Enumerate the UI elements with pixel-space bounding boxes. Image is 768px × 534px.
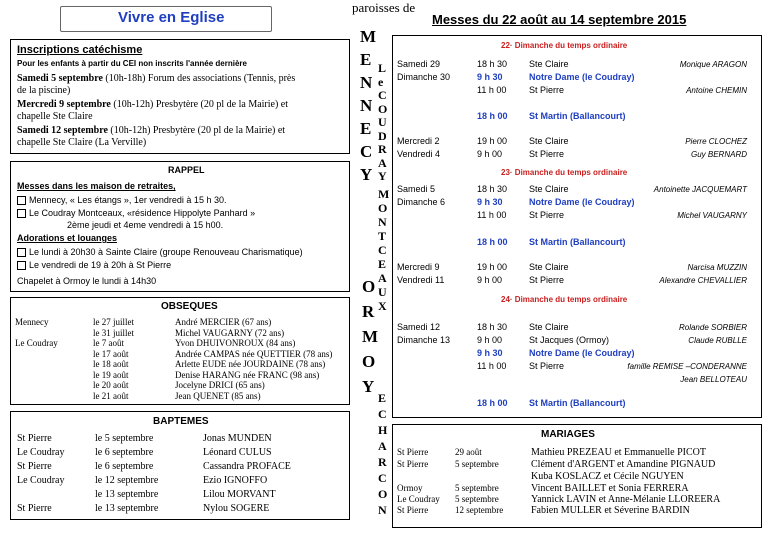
adoration-item-1 — [17, 247, 303, 257]
inscription-text: de la piscine) — [17, 85, 71, 96]
inscription-text: (10h-12h) Presbytère (20 pl de la Mairie) et — [107, 125, 286, 136]
baptemes-day: le 5 septembre — [95, 433, 154, 444]
rappel-title: RAPPEL — [168, 165, 205, 175]
mariage-names: Vincent BAILLET et Sonia FERRERA — [531, 483, 689, 494]
obseques-day: le 18 août — [93, 359, 129, 369]
adoration-item-2 — [17, 260, 171, 270]
mariage-place: St Pierre — [397, 447, 429, 457]
inscription-text: (10h-18h) Forum des associations (Tennis, près — [102, 73, 296, 84]
messe-place: St Pierre — [529, 275, 565, 285]
messe-time: 11 h 00 — [477, 210, 507, 220]
vertical-letter: O — [362, 277, 376, 296]
messe-day: Samedi 29 — [397, 59, 441, 69]
mariage-place: Le Coudray — [397, 494, 440, 504]
inscription-line — [17, 99, 288, 110]
obseques-day: le 31 juillet — [93, 327, 134, 338]
obseques-name: Andrée CAMPAS née QUETTIER (78 ans) — [175, 348, 333, 359]
vertical-letter: O — [378, 201, 388, 215]
retraite-1-text: Mennecy, « Les étangs », 1er vendredi à 15 h 30. — [29, 195, 227, 205]
retraite-3-text: 2ème jeudi et 4eme vendredi à 15 h00. — [67, 220, 224, 230]
vertical-letter: E — [378, 391, 387, 405]
messe-place: Ste Claire — [529, 184, 569, 194]
inscription-line — [17, 125, 285, 136]
baptemes-name: Nylou SOGERE — [203, 503, 270, 514]
inscriptions-title: Inscriptions catéchisme — [17, 44, 143, 56]
messe-celebrant: Michel VAUGARNY — [677, 211, 747, 220]
vertical-letter: C — [378, 407, 387, 421]
obseques-place: Mennecy — [15, 317, 49, 327]
mariage-date: 12 septembre — [455, 505, 504, 515]
vertical-letter: A — [378, 271, 387, 285]
messe-time: 9 h 30 — [477, 197, 503, 207]
baptemes-place: St Pierre — [17, 503, 52, 514]
sunday-title: 24· Dimanche du temps ordinaire — [501, 295, 628, 304]
messe-celebrant: Antoinette JACQUEMART — [653, 185, 747, 194]
obseques-day: le 21 août — [93, 390, 129, 401]
baptemes-day: le 12 septembre — [95, 475, 159, 486]
vertical-letter: C — [378, 471, 387, 485]
adoration-1-text: Le lundi à 20h30 à Sainte Claire (groupe Renouveau Charismatique) — [29, 247, 303, 257]
adoration-2-text: Le vendredi de 19 à 20h à St Pierre — [29, 260, 172, 270]
messe-celebrant: Guy BERNARD — [690, 150, 747, 159]
messes-title: Messes du 22 août au 14 septembre 2015 — [432, 12, 687, 27]
messe-celebrant: famille REMISE –CONDERANNE — [627, 362, 747, 371]
messe-place: Ste Claire — [529, 136, 569, 146]
vertical-letter: N — [378, 215, 387, 229]
baptemes-day: le 13 septembre — [95, 503, 159, 514]
rappel-box — [10, 161, 350, 292]
messe-day: Vendredi 4 — [397, 149, 441, 159]
baptemes-box — [10, 411, 350, 520]
mariages-title: MARIAGES — [541, 429, 595, 440]
messe-celebrant: Rolande SORBIER — [678, 323, 747, 332]
vertical-letter: M — [378, 187, 390, 201]
messe-place: Ste Claire — [529, 322, 569, 332]
vertical-letter: R — [378, 455, 387, 469]
mariage-date: 5 septembre — [455, 459, 499, 469]
vertical-letter: T — [378, 229, 387, 243]
messe-place: St Pierre — [529, 361, 565, 371]
sunday-title: 22· Dimanche du temps ordinaire — [501, 41, 628, 50]
messe-time: 9 h 30 — [477, 72, 503, 82]
baptemes-place: St Pierre — [17, 461, 52, 472]
mariage-place: St Pierre — [397, 459, 429, 469]
vertical-letter: O — [378, 487, 388, 501]
messe-day: Mercredi 9 — [397, 262, 440, 272]
messe-day: Samedi 12 — [397, 322, 441, 332]
vertical-letter: N — [360, 73, 373, 92]
checkbox-icon — [17, 261, 26, 270]
obseques-name: Arlette EUDE née JOURDAINE (78 ans) — [175, 359, 326, 369]
vertical-letter: A — [378, 439, 387, 453]
obseques-title: OBSEQUES — [161, 301, 218, 312]
inscriptions-subtitle: Pour les enfants à partir du CEI non inscrits l'année dernière — [17, 59, 247, 68]
baptemes-name: Jonas MUNDEN — [203, 433, 272, 444]
messe-day: Mercredi 2 — [397, 136, 440, 146]
mariage-place: St Pierre — [397, 505, 429, 515]
vertical-letter: A — [378, 155, 387, 170]
messe-time: 9 h 30 — [477, 348, 503, 358]
messe-place: St Jacques (Ormoy) — [529, 335, 610, 345]
banner-title: Vivre en Eglise — [118, 9, 225, 26]
mariage-names: Kuba KOSLACZ et Cécile NGUYEN — [531, 471, 684, 482]
checkbox-icon — [17, 248, 26, 257]
retraite-item-2 — [17, 208, 255, 218]
checkbox-icon — [17, 209, 26, 218]
checkbox-icon — [17, 196, 26, 205]
messe-celebrant: Monique ARAGON — [679, 60, 747, 69]
messe-time: 18 h 30 — [477, 322, 508, 332]
inscription-line — [17, 73, 295, 84]
vertical-letter: C — [360, 142, 373, 161]
mariage-date: 29 août — [455, 447, 482, 457]
messe-time: 19 h 00 — [477, 262, 508, 272]
vertical-letter: Y — [378, 169, 387, 183]
messe-day: Vendredi 11 — [397, 275, 445, 285]
baptemes-name: Léonard CULUS — [203, 447, 272, 458]
inscription-date: Mercredi 9 septembre — [17, 99, 111, 110]
messe-day: Dimanche 13 — [397, 335, 451, 345]
obseques-name: Jocelyne DRICI (65 ans) — [175, 380, 265, 390]
messe-celebrant: Narcisa MUZZIN — [687, 263, 747, 272]
messe-place: St Pierre — [529, 210, 565, 220]
messe-place: St Pierre — [529, 85, 565, 95]
baptemes-place: St Pierre — [17, 433, 52, 444]
paroisses-label: paroisses de — [352, 0, 416, 15]
obseques-name: Jean QUENET (85 ans) — [175, 390, 261, 401]
mariage-date: 5 septembre — [455, 483, 499, 493]
messe-day: Dimanche 6 — [397, 197, 446, 207]
messe-celebrant: Antoine CHEMIN — [686, 86, 747, 95]
baptemes-place: Le Coudray — [17, 447, 65, 458]
obseques-box — [10, 297, 350, 405]
obseques-name: André MERCIER (67 ans) — [175, 317, 272, 327]
mariages-box — [392, 424, 762, 528]
inscription-date: Samedi 5 septembre — [17, 73, 103, 84]
vertical-letter: H — [378, 423, 388, 437]
messe-time: 19 h 00 — [477, 136, 508, 146]
vertical-letter: Y — [360, 165, 373, 184]
messe-celebrant: Claude RUBLLE — [688, 336, 747, 345]
messe-time: 18 h 30 — [477, 59, 508, 69]
vertical-letter: R — [362, 302, 375, 321]
inscription-text: chapelle Ste Claire — [17, 111, 93, 122]
baptemes-name: Lilou MORVANT — [203, 489, 276, 500]
retraite-title: Messes dans les maison de retraites, — [17, 181, 176, 191]
messe-place: St Martin (Ballancourt) — [529, 398, 626, 408]
baptemes-day: le 13 septembre — [95, 489, 159, 500]
messe-time: 18 h 00 — [477, 398, 508, 408]
messe-place: Notre Dame (le Coudray) — [529, 348, 635, 358]
vertical-letter: D — [378, 128, 387, 143]
mariage-names: Clément d'ARGENT et Amandine PIGNAUD — [531, 459, 716, 470]
messe-place: Notre Dame (le Coudray) — [529, 197, 635, 207]
vertical-letter: E — [360, 119, 372, 138]
obseques-name: Denise HARANG née FRANC (98 ans) — [175, 369, 320, 380]
vertical-letter: O — [378, 101, 388, 116]
vertical-letter: L — [378, 61, 387, 75]
messe-celebrant: Jean BELLOTEAU — [680, 375, 747, 384]
vertical-letter: E — [360, 50, 372, 69]
messe-time: 9 h 00 — [477, 335, 503, 345]
inscription-text: chapelle Ste Claire (La Verville) — [17, 137, 147, 148]
mariage-names: Yannick LAVIN et Anne-Mélanie LLOREERA — [531, 494, 721, 505]
messe-place: St Martin (Ballancourt) — [529, 111, 626, 121]
vertical-letter: R — [378, 142, 387, 156]
mariage-date: 5 septembre — [455, 494, 499, 504]
baptemes-name: Cassandra PROFACE — [203, 461, 291, 472]
messe-time: 11 h 00 — [477, 361, 507, 371]
vertical-letter: M — [360, 27, 377, 46]
chapelet-text: Chapelet à Ormoy le lundi à 14h30 — [17, 276, 157, 286]
vertical-letter: O — [362, 352, 376, 371]
obseques-day: le 17 août — [93, 348, 129, 359]
messe-time: 9 h 00 — [477, 149, 503, 159]
vertical-letter: Y — [362, 377, 375, 396]
inscription-text: (10h-12h) Presbytère (20 pl de la Mairie) et — [110, 99, 289, 110]
obseques-day: le 19 août — [93, 369, 129, 380]
baptemes-day: le 6 septembre — [95, 447, 154, 458]
inscriptions-box — [10, 39, 350, 154]
messe-celebrant: Alexandre CHEVALLIER — [659, 276, 747, 285]
messe-time: 18 h 00 — [477, 237, 508, 247]
sunday-title: 23· Dimanche du temps ordinaire — [501, 168, 628, 177]
messe-place: Ste Claire — [529, 262, 569, 272]
messe-celebrant: Pierre CLOCHEZ — [685, 137, 747, 146]
messe-place: Ste Claire — [529, 59, 569, 69]
vertical-letter: M — [362, 327, 379, 346]
obseques-day: le 27 juillet — [93, 317, 134, 327]
baptemes-place: Le Coudray — [17, 475, 65, 486]
inscription-line — [17, 137, 146, 148]
retraite-2-text: Le Coudray Montceaux, «résidence Hippolyte Panhard » — [29, 208, 256, 218]
messe-time: 18 h 30 — [477, 184, 508, 194]
vertical-letter: U — [378, 115, 387, 129]
messe-place: Notre Dame (le Coudray) — [529, 72, 635, 82]
baptemes-name: Ezio IGNOFFO — [203, 475, 268, 486]
mariage-names: Mathieu PREZEAU et Emmanuelle PICOT — [531, 447, 706, 458]
obseques-day: le 20 août — [93, 380, 129, 390]
mariage-place: Ormoy — [397, 483, 423, 493]
vertical-letter: C — [378, 88, 387, 102]
messe-time: 18 h 00 — [477, 111, 508, 121]
baptemes-title: BAPTEMES — [153, 416, 209, 427]
messe-day: Samedi 5 — [397, 184, 436, 194]
vertical-letter: X — [378, 299, 387, 313]
obseques-name: Michel VAUGARNY (72 ans) — [175, 327, 285, 338]
adoration-title: Adorations et louanges — [17, 233, 118, 243]
vertical-letter: N — [360, 96, 373, 115]
vertical-letter: N — [378, 503, 387, 517]
baptemes-day: le 6 septembre — [95, 461, 154, 472]
obseques-place: Le Coudray — [15, 338, 58, 348]
inscription-line — [17, 111, 93, 122]
retraite-item-1 — [17, 195, 226, 205]
messe-place: St Martin (Ballancourt) — [529, 237, 626, 247]
messe-place: St Pierre — [529, 149, 565, 159]
vertical-letter: C — [378, 243, 387, 257]
inscription-date: Samedi 12 septembre — [17, 125, 108, 136]
mariage-names: Fabien MULLER et Séverine BARDIN — [531, 505, 690, 516]
vertical-letter: e — [378, 74, 384, 89]
messes-box — [392, 35, 762, 418]
vertical-letter: U — [378, 285, 387, 299]
vertical-letter: E — [378, 257, 387, 271]
inscription-line — [17, 85, 70, 96]
obseques-name: Yvon DHUIVONROUX (84 ans) — [175, 338, 296, 348]
messe-time: 9 h 00 — [477, 275, 503, 285]
messe-time: 11 h 00 — [477, 85, 507, 95]
messe-day: Dimanche 30 — [397, 72, 451, 82]
obseques-day: le 7 août — [93, 338, 124, 348]
